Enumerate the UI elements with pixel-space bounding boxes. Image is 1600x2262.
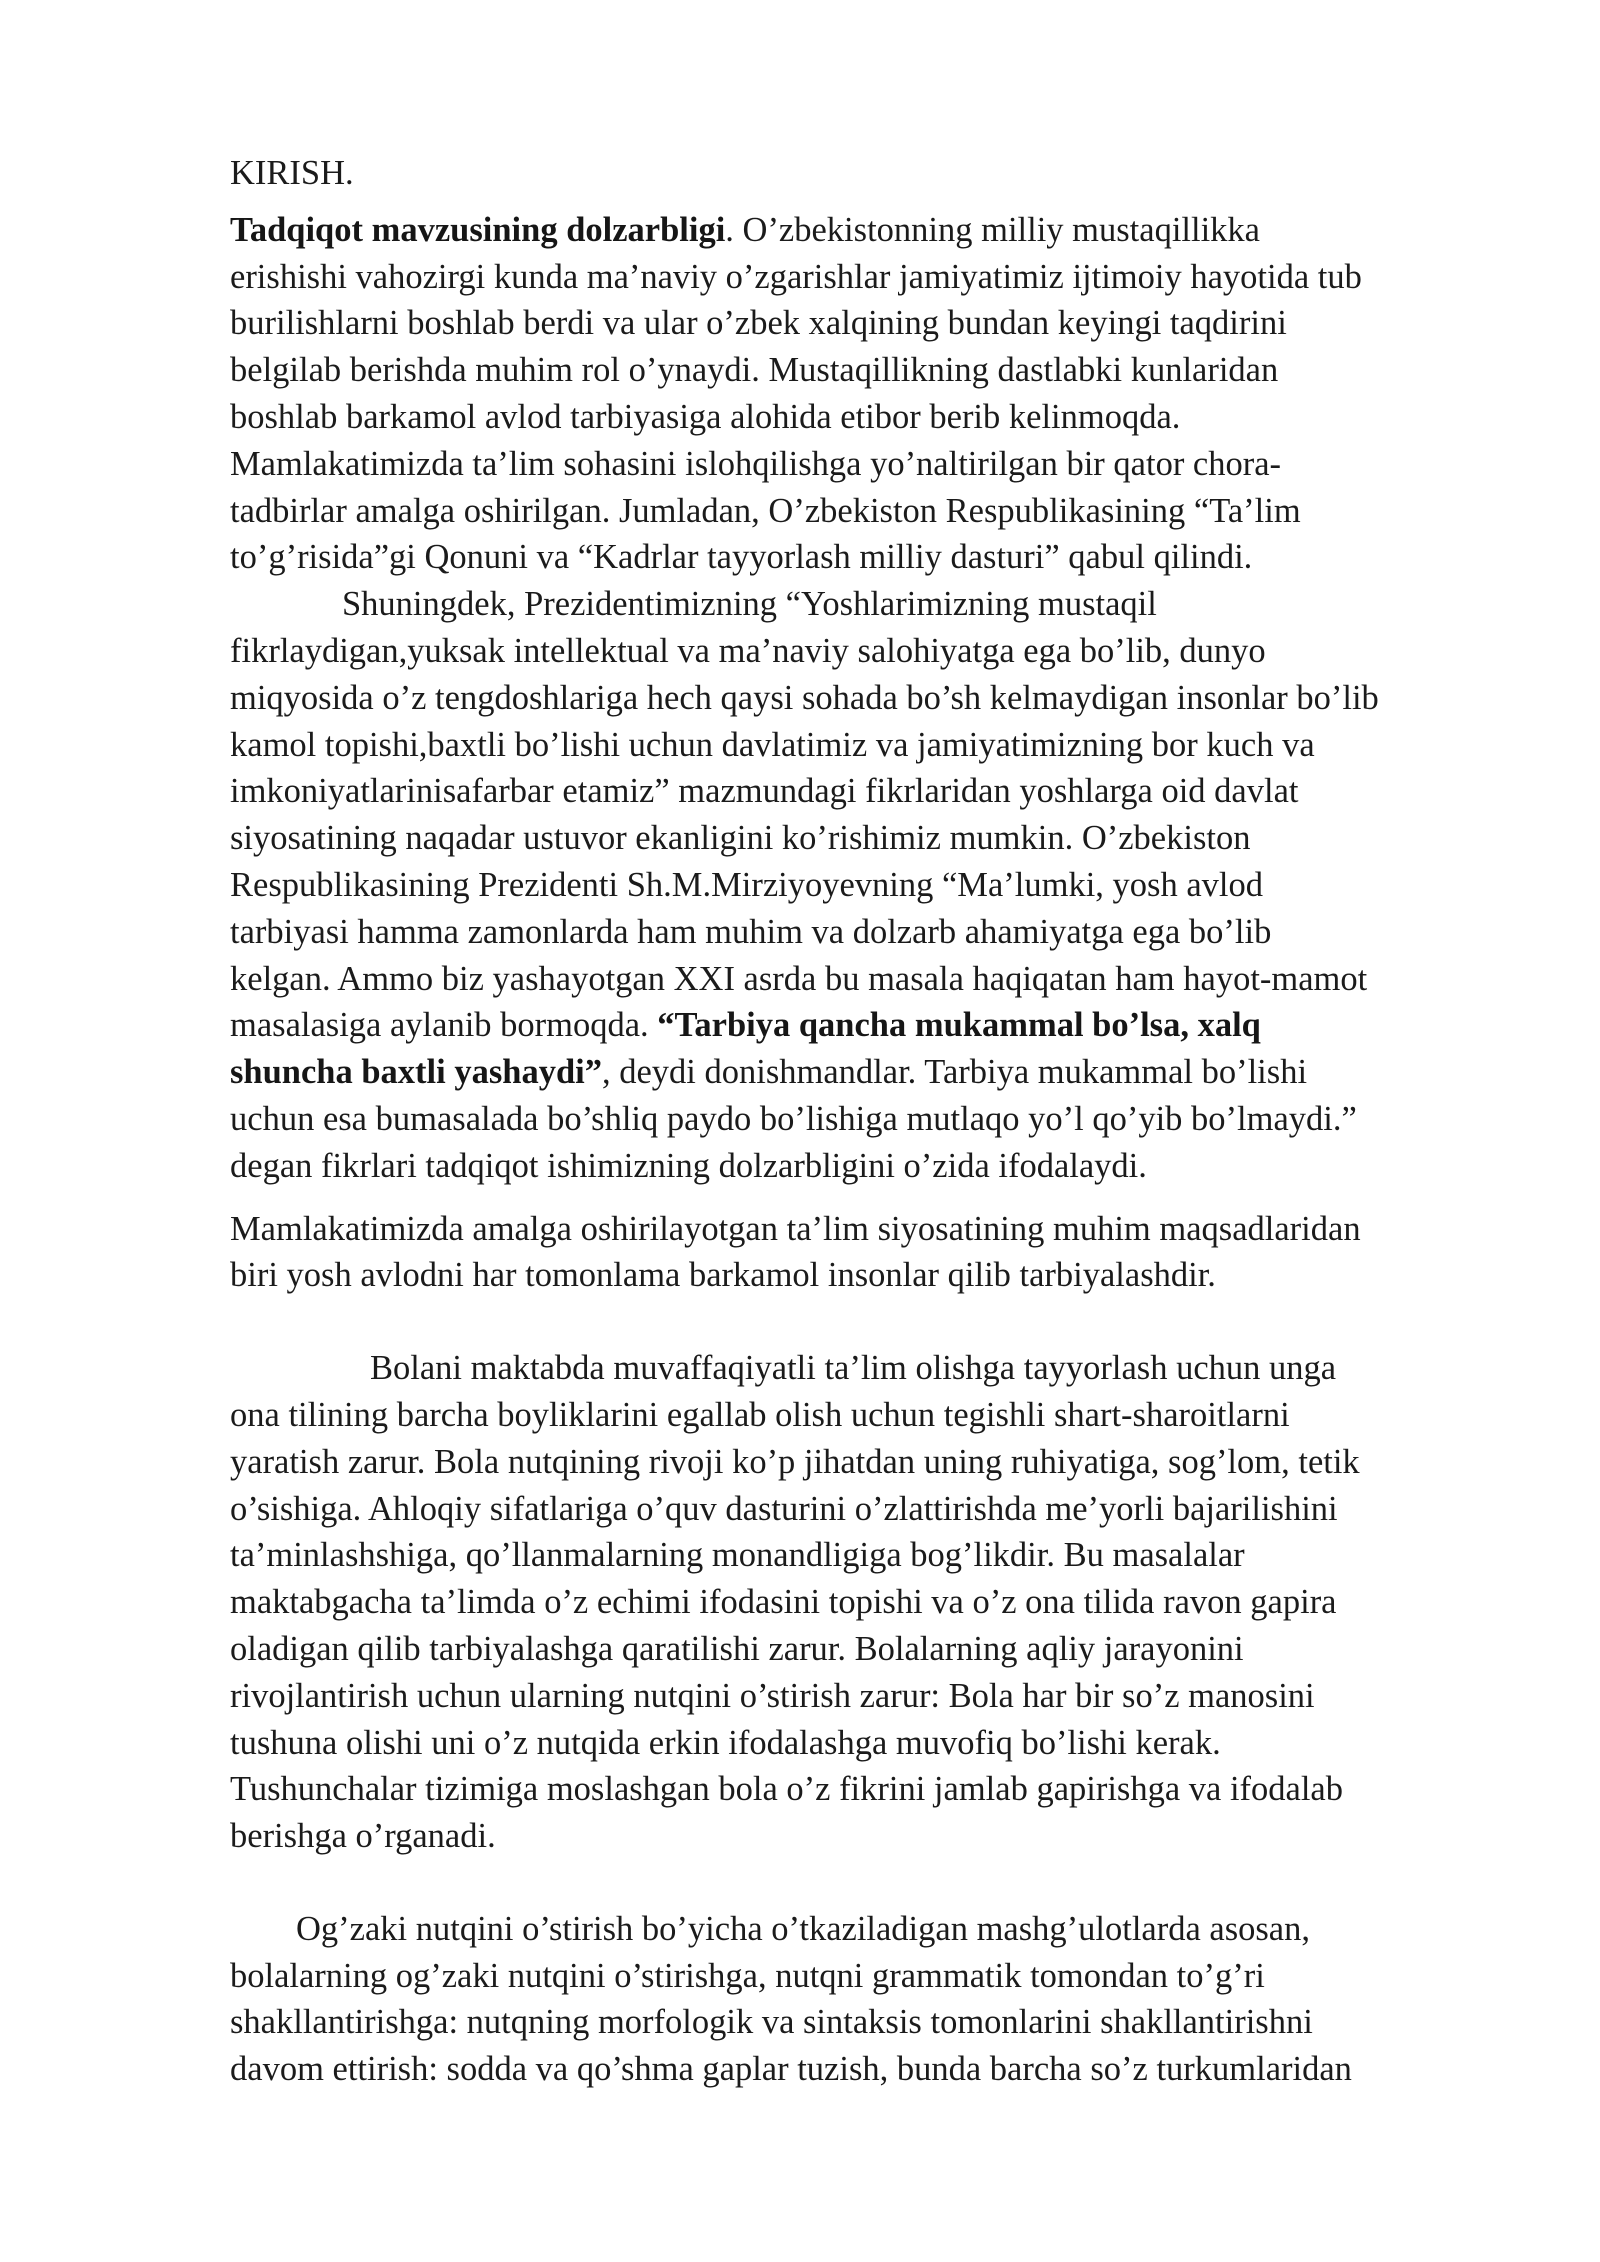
paragraph-line: Shuningdek, Prezidentimizning “Yoshlarimizning mustaqil	[342, 585, 1157, 624]
paragraph-line: burilishlarni boshlab berdi va ular o’zbek xalqining bundan keyingi taqdirini	[230, 304, 1287, 343]
paragraph-line: shakllantirishga: nutqning morfologik va sintaksis tomonlarini shakllantirishni	[230, 2003, 1313, 2042]
paragraph-line: boshlab barkamol avlod tarbiyasiga alohida etibor berib kelinmoqda.	[230, 397, 1181, 436]
paragraph-line: tarbiyasi hamma zamonlarda ham muhim va dolzarb ahamiyatga ega bo’lib	[230, 912, 1272, 951]
paragraph-line: kamol topishi,baxtli bo’lishi uchun davlatimiz va jamiyatimizning bor kuch va	[230, 725, 1315, 764]
paragraph-line: fikrlaydigan,yuksak intellektual va ma’naviy salohiyatga ega bo’lib, dunyo	[230, 631, 1266, 670]
paragraph-line: degan fikrlari tadqiqot ishimizning dolzarbligini o’zida ifodalaydi.	[230, 1146, 1147, 1185]
paragraph-line: Tushunchalar tizimiga moslashgan bola o’z fikrini jamlab gapirishga va ifodalab	[230, 1770, 1343, 1809]
paragraph-line: Bolani maktabda muvaffaqiyatli ta’lim olishga tayyorlash uchun unga	[370, 1349, 1337, 1388]
paragraph-spacer	[230, 1190, 1500, 1206]
paragraph-line: maktabgacha ta’limda o’z echimi ifodasini topishi va o’z ona tilida ravon gapira	[230, 1583, 1337, 1622]
paragraph-line: ona tilining barcha boyliklarini egallab olish uchun tegishli shart-sharoitlarni	[230, 1395, 1290, 1434]
paragraph-line: uchun esa bumasalada bo’shliq paydo bo’lishiga mutlaqo yo’l qo’yib bo’lmaydi.”	[230, 1099, 1357, 1138]
paragraph-line: Tadqiqot mavzusining dolzarbligi. O’zbekistonning milliy mustaqillikka	[230, 210, 1260, 249]
paragraph-spacer	[230, 1299, 1500, 1345]
paragraph-line: Mamlakatimizda ta’lim sohasini islohqilishga yo’naltirilgan bir qator chora-	[230, 444, 1282, 483]
paragraph-school-readiness	[230, 1345, 1500, 1860]
paragraph-line: tushuna olishi uni o’z nutqida erkin ifodalashga muvofiq bo’lishi kerak.	[230, 1723, 1221, 1762]
paragraph-oral-speech	[230, 1906, 1500, 2093]
section-heading: KIRISH.	[230, 154, 354, 192]
paragraph-line: o’sishiga. Ahloqiy sifatlariga o’quv dasturini o’zlattirishda me’yorli bajarilishini	[230, 1489, 1338, 1528]
paragraph-education-policy	[230, 1206, 1500, 1300]
paragraph-line: oladigan qilib tarbiyalashga qaratilishi zarur. Bolalarning aqliy jarayonini	[230, 1629, 1244, 1668]
document-body	[230, 150, 1500, 2093]
paragraph-president-quote	[230, 581, 1500, 1189]
paragraph-line: shuncha baxtli yashaydi”, deydi donishmandlar. Tarbiya mukammal bo’lishi	[230, 1053, 1308, 1092]
paragraph-line: Respublikasining Prezidenti Sh.M.Mirziyoyevning “Ma’lumki, yosh avlod	[230, 865, 1263, 904]
paragraph-spacer	[230, 1860, 1500, 1906]
paragraph-line: imkoniyatlarinisafarbar etamiz” mazmundagi fikrlaridan yoshlarga oid davlat	[230, 772, 1299, 811]
paragraph-line: berishga o’rganadi.	[230, 1817, 496, 1856]
paragraph-line: davom ettirish: sodda va qo’shma gaplar tuzish, bunda barcha so’z turkumlaridan	[230, 2050, 1352, 2089]
paragraph-line: biri yosh avlodni har tomonlama barkamol insonlar qilib tarbiyalashdir.	[230, 1256, 1216, 1295]
paragraph-line: erishishi vahozirgi kunda ma’naviy o’zgarishlar jamiyatimiz ijtimoiy hayotida tub	[230, 257, 1362, 296]
paragraph-line: Og’zaki nutqini o’stirish bo’yicha o’tkaziladigan mashg’ulotlarda asosan,	[296, 1909, 1310, 1948]
bold-lead: Tadqiqot mavzusining dolzarbligi	[230, 210, 726, 249]
paragraph-line: belgilab berishda muhim rol o’ynaydi. Mustaqillikning dastlabki kunlaridan	[230, 351, 1279, 390]
paragraph-line: rivojlantirish uchun ularning nutqini o’stirish zarur: Bola har bir so’z manosini	[230, 1676, 1315, 1715]
paragraph-relevance	[230, 207, 1500, 581]
paragraph-line: yaratish zarur. Bola nutqining rivoji ko’p jihatdan uning ruhiyatiga, sog’lom, tetik	[230, 1442, 1360, 1481]
paragraph-line: to’g’risida”gi Qonuni va “Kadrlar tayyorlash milliy dasturi” qabul qilindi.	[230, 538, 1253, 577]
bold-quote: “Tarbiya qancha mukammal bo’lsa, xalq	[657, 1006, 1261, 1045]
paragraph-line: tadbirlar amalga oshirilgan. Jumladan, O’zbekiston Respublikasining “Ta’lim	[230, 491, 1301, 530]
paragraph-line: masalasiga aylanib bormoqda. “Tarbiya qancha mukammal bo’lsa, xalq	[230, 1006, 1261, 1045]
paragraph-line: miqyosida o’z tengdoshlariga hech qaysi sohada bo’sh kelmaydigan insonlar bo’lib	[230, 678, 1379, 717]
paragraph-line: bolalarning og’zaki nutqini o’stirishga, nutqni grammatik tomondan to’g’ri	[230, 1956, 1265, 1995]
paragraph-line: ta’minlashshiga, qo’llanmalarning monandligiga bog’likdir. Bu masalalar	[230, 1536, 1245, 1575]
paragraph-line: Mamlakatimizda amalga oshirilayotgan ta’lim siyosatining muhim maqsadlaridan	[230, 1209, 1361, 1248]
paragraph-line: siyosatining naqadar ustuvor ekanligini ko’rishimiz mumkin. O’zbekiston	[230, 819, 1251, 858]
paragraph-line: kelgan. Ammo biz yashayotgan XXI asrda bu masala haqiqatan ham hayot-mamot	[230, 959, 1368, 998]
bold-quote: shuncha baxtli yashaydi”	[230, 1053, 602, 1092]
